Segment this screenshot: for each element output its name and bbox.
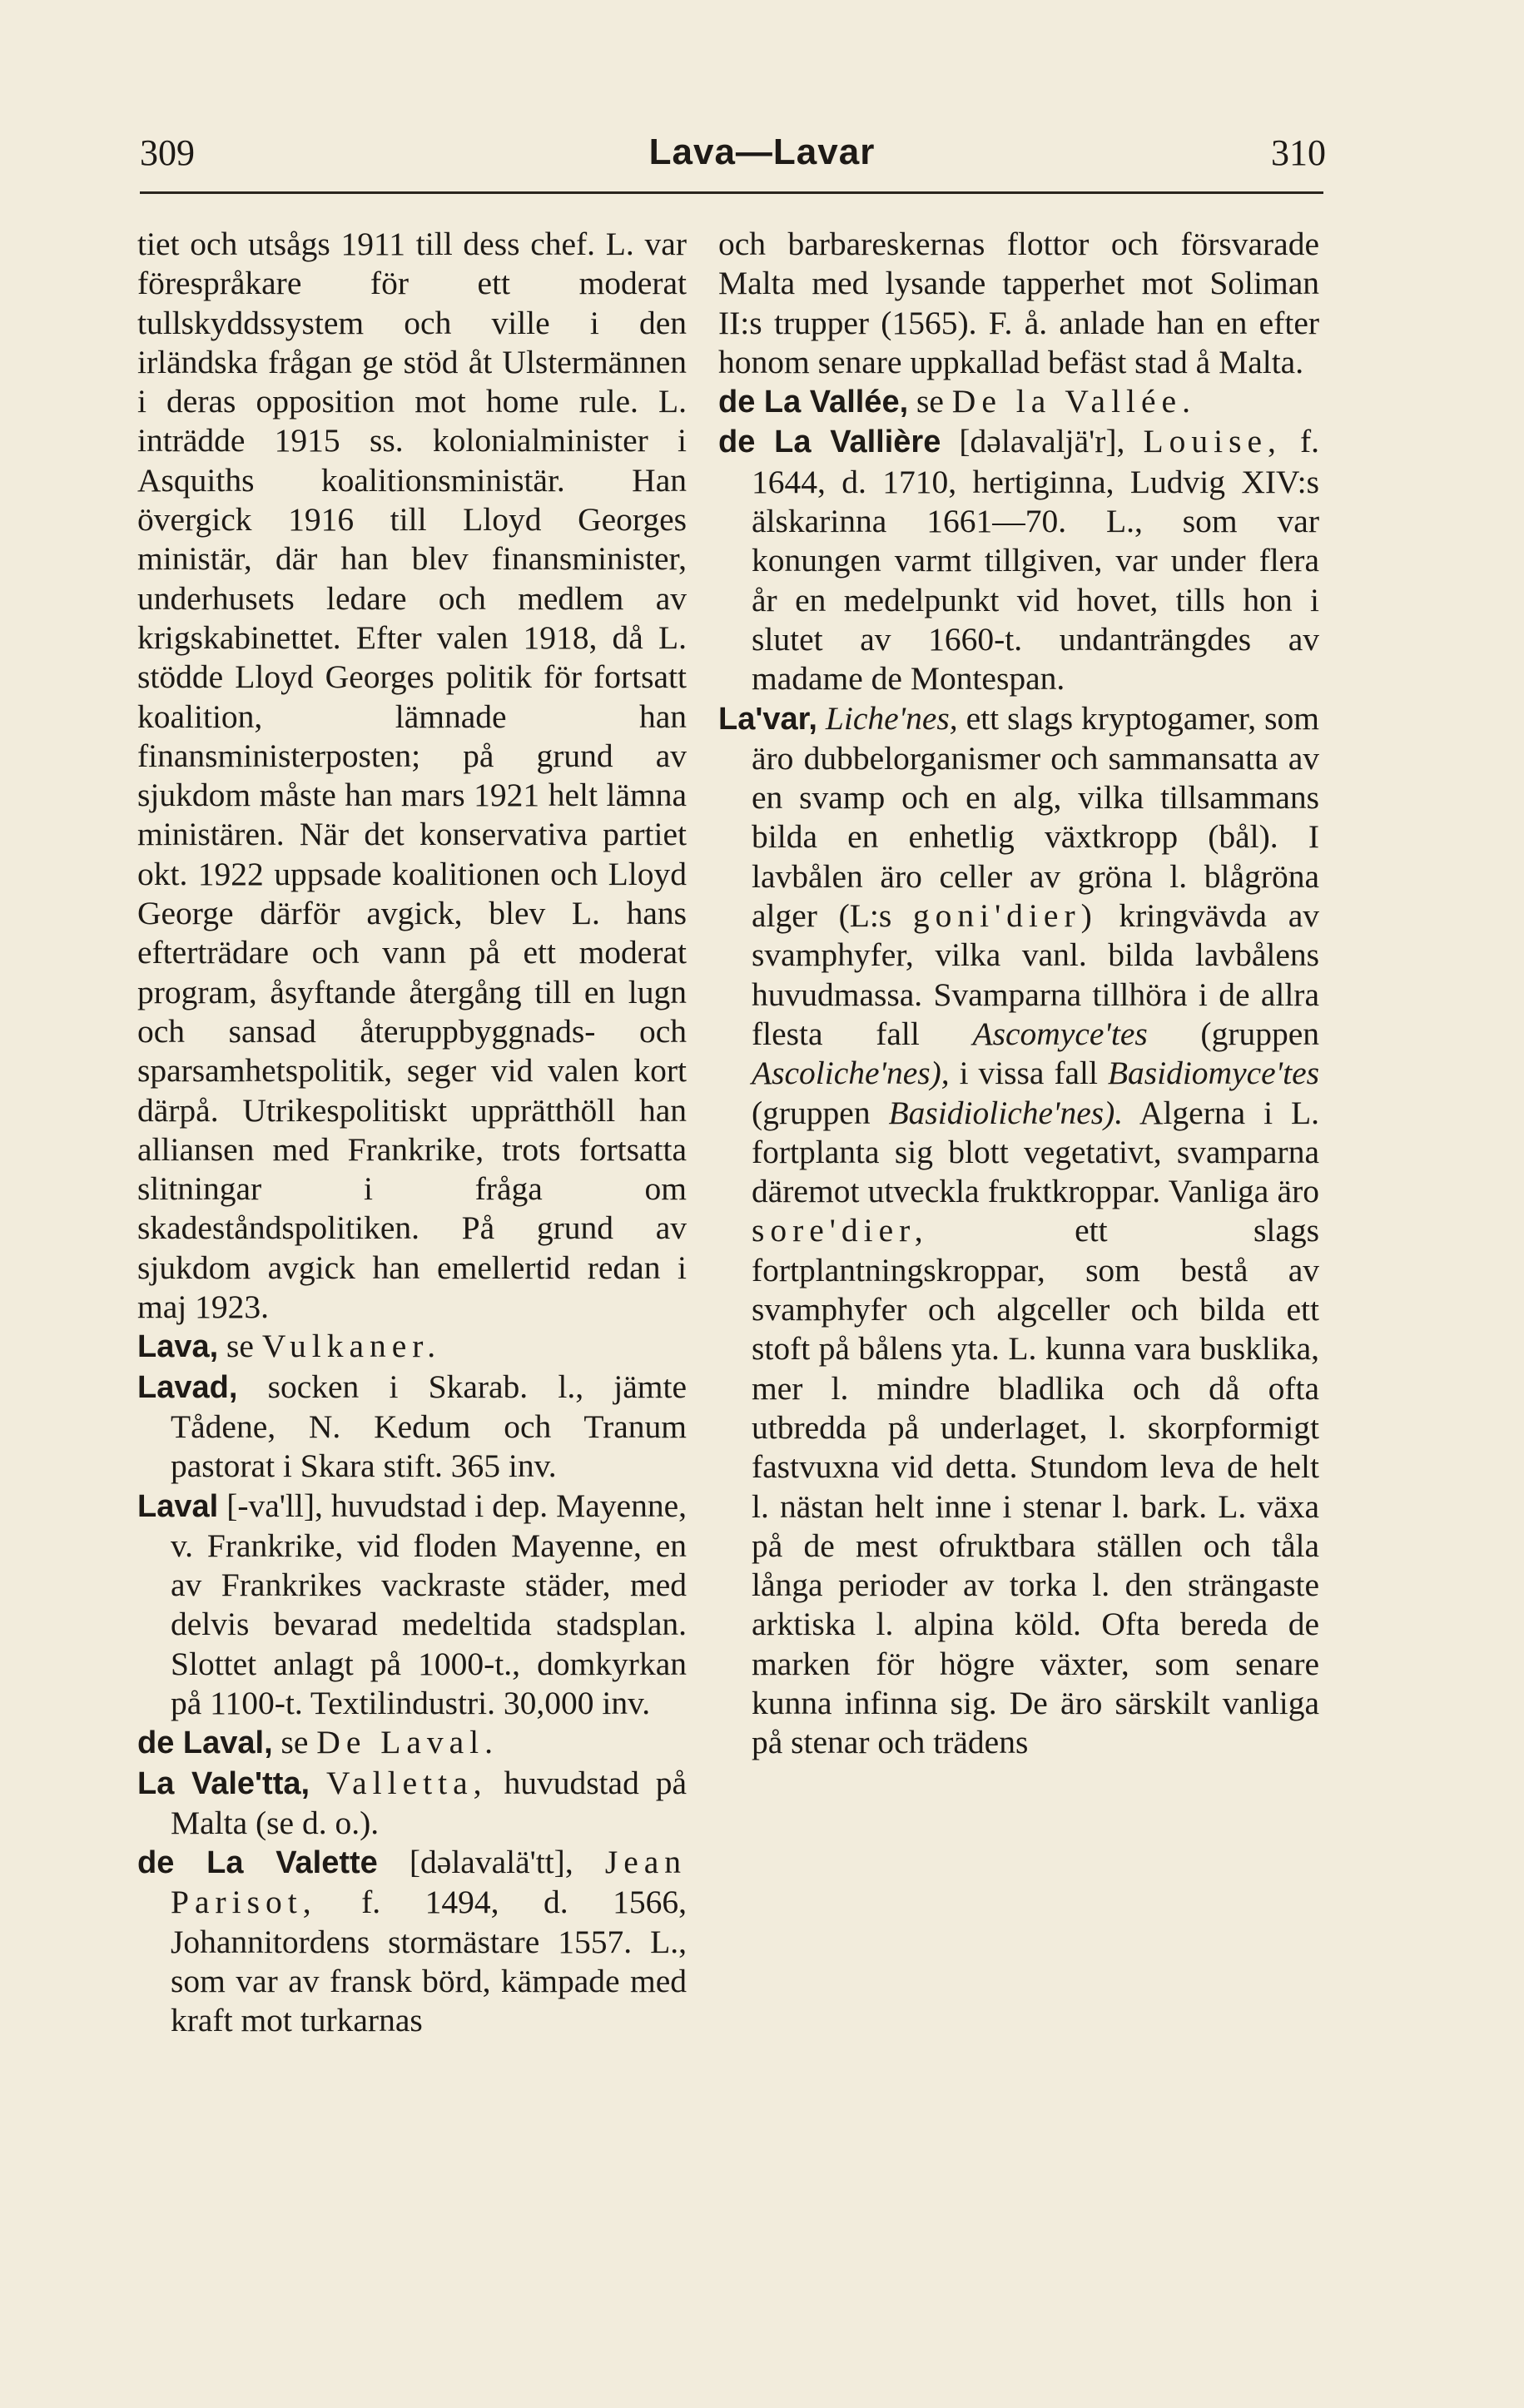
headword-de-la-valliere: de La Vallière xyxy=(718,425,941,460)
headword-lavad: Lavad, xyxy=(137,1369,238,1405)
continued-entry-text: tiet och utsågs 1911 till dess chef. L. var förespråkare för ett moderat tullskyddssystem och ville i den irländska frågan ge stöd åt Ulstermännen i deras opposition mot home rule. L. inträdde 1915 ss. kolonialminister i Asquiths koalitionsministär. Han övergick 1916 till Lloyd Georges ministär, där han blev finansminister, underhusets ledare och medlem av krigskabinettet. Efter valen 1918, då L. stödde Lloyd Georges politik för fortsatt koalition, lämnade han finansministerposten; på grund av sjukdom måste han mars 1921 helt lämna ministären. När det konservativa partiet okt. 1922 uppsade koalitionen och Lloyd George därför avgick, blev L. hans efterträdare och vann på ett moderat program, åsyftande återgång till en lugn och sansad återuppbyggnads- och sparsamhetspolitik, seger vid valen kort därpå. Utrikespolitiskt upprätthöll han alliansen med Frankrike, trots fortsatta slitningar i fråga om skadeståndspolitiken. På grund av sjukdom avgick han emellertid redan i maj 1923. xyxy=(137,226,687,1326)
latin-ascolichenes: Ascoliche'nes), xyxy=(752,1055,950,1092)
person-name: Jean Parisot, xyxy=(171,1844,688,1921)
entry-laval xyxy=(137,1487,687,1724)
entry-lavad xyxy=(137,1368,687,1487)
entry-la-valetta-text: huvudstad på Malta (se d. o.). xyxy=(171,1764,688,1841)
headword-la-valetta: La Vale'tta, xyxy=(137,1765,310,1801)
entry-lavar-text: ett slags kryptogamer, som äro dubbelorganismer och sammansatta av en svamp och en alg, vilka tillsammans bilda en enhetlig växtkropp (bål). I lavbålen äro celler av gröna l. blågröna alger (L:s xyxy=(752,699,1319,935)
entry-lavar-text: ett slags fortplantningskroppar, som bestå av svamphyfer och algceller och bilda ett stoft på bålens yta. L. kunna vara busklika, mer l. mindre bladlika och då ofta utbredda på underlaget, l. skorpformigt fastvuxna vid detta. Stundom leva de helt l. nästan helt inne i stenar l. bark. L. växa på de mest ofruktbara ställen och tåla långa perioder av torka l. den strängaste arktiska l. alpina köld. Ofta bereda de marken för högre växter, som senare kunna infinna sig. De äro särskilt vanliga på stenar och trädens xyxy=(752,1212,1319,1761)
entry-laval-text: [-va'll], huvudstad i dep. Mayenne, v. Frankrike, vid floden Mayenne, en av Frankrikes vackraste städer, med delvis bevarad medeltida stadsplan. Slottet anlagt på 1000-t., domkyrkan på 1100-t. Textilindustri. 30,000 inv. xyxy=(171,1487,687,1721)
headword-laval: Laval xyxy=(137,1488,219,1524)
latin-name: Liche'nes, xyxy=(825,699,958,737)
term-gonidier: goni'dier) xyxy=(912,897,1098,935)
latin-ascomycetes: Ascomyce'tes xyxy=(972,1015,1148,1052)
entry-de-la-valette xyxy=(137,1843,687,2040)
left-column xyxy=(137,225,687,2041)
entry-de-la-valliere xyxy=(718,422,1319,698)
entry-la-valetta xyxy=(137,1764,687,1844)
entry-lavar xyxy=(718,699,1319,1763)
cross-reference-vulkaner: Vulkaner. xyxy=(261,1328,442,1365)
entry-lavad-text: socken i Skarab. l., jämte Tådene, N. Kedum och Tranum pastorat i Skara stift. 365 inv. xyxy=(171,1368,687,1485)
entry-lavar-text: (gruppen xyxy=(1200,1015,1320,1052)
pronunciation: [dəlavaljä'r], xyxy=(959,423,1125,460)
entry-de-la-valette-text: f. 1494, d. 1566, Johannitordens stormästare 1557. L., som var av fransk börd, kämpade med kraft mot turkarnas xyxy=(171,1884,688,2039)
header-rule xyxy=(140,191,1323,194)
entry-de-la-vallee xyxy=(718,382,1319,422)
entry-lavar-text: Algerna i L. fortplanta sig blott vegetativt, svamparna däremot utveckla fruktkroppar. Vanliga äro xyxy=(752,1094,1320,1210)
page-header xyxy=(0,132,1524,181)
page-number-left: 309 xyxy=(140,132,195,173)
term-soredier: sore'dier, xyxy=(752,1212,929,1249)
cross-reference-de-laval: De Laval. xyxy=(316,1724,499,1761)
headword-de-la-valette: de La Valette xyxy=(137,1845,378,1881)
see-label: se xyxy=(226,1328,254,1365)
entry-lava xyxy=(137,1327,687,1367)
continued-entry-text: och barbareskernas flottor och försvarade Malta med lysande tapperhet mot Soliman II:s trupper (1565). F. å. anlade han en efter honom senare uppkallad befäst stad å Malta. xyxy=(718,226,1319,380)
page-number-right: 310 xyxy=(1271,132,1326,173)
page-title: Lava—Lavar xyxy=(648,132,876,172)
person-name: Louise, xyxy=(1143,423,1282,460)
entry-lavar-text: i vissa fall xyxy=(959,1055,1098,1092)
entry-de-la-valliere-text: f. 1644, d. 1710, hertiginna, Ludvig XIV:s älskarinna 1661—70. L., som var konungen varmt tillgiven, var under flera år en medelpunkt vid hovet, tills hon i slutet av 1660-t. undanträngdes av madame de Montespan. xyxy=(752,423,1319,698)
see-label: se xyxy=(280,1724,309,1761)
headword-lava: Lava, xyxy=(137,1329,219,1365)
see-label: se xyxy=(916,383,944,420)
cross-reference-valletta: Valletta, xyxy=(325,1764,488,1801)
headword-de-laval: de Laval, xyxy=(137,1725,273,1761)
pronunciation: [dəlavalä'tt], xyxy=(409,1844,573,1881)
latin-basidiomycetes: Basidiomyce'tes xyxy=(1107,1055,1320,1092)
entry-lavar-text: kringvävda av svamphyfer, vilka vanl. bilda lavbålens huvudmassa. Svamparna tillhöra i de allra flesta fall xyxy=(752,897,1319,1052)
entry-lavar-text: (gruppen xyxy=(752,1094,871,1131)
entry-de-laval xyxy=(137,1723,687,1763)
right-column xyxy=(718,225,1319,1763)
cross-reference-de-la-vallee: De la Vallée. xyxy=(951,383,1196,420)
headword-lavar: La'var, xyxy=(718,701,817,737)
latin-basidiolichenes: Basidioliche'nes). xyxy=(888,1094,1124,1131)
headword-de-la-vallee: de La Vallée, xyxy=(718,385,909,420)
